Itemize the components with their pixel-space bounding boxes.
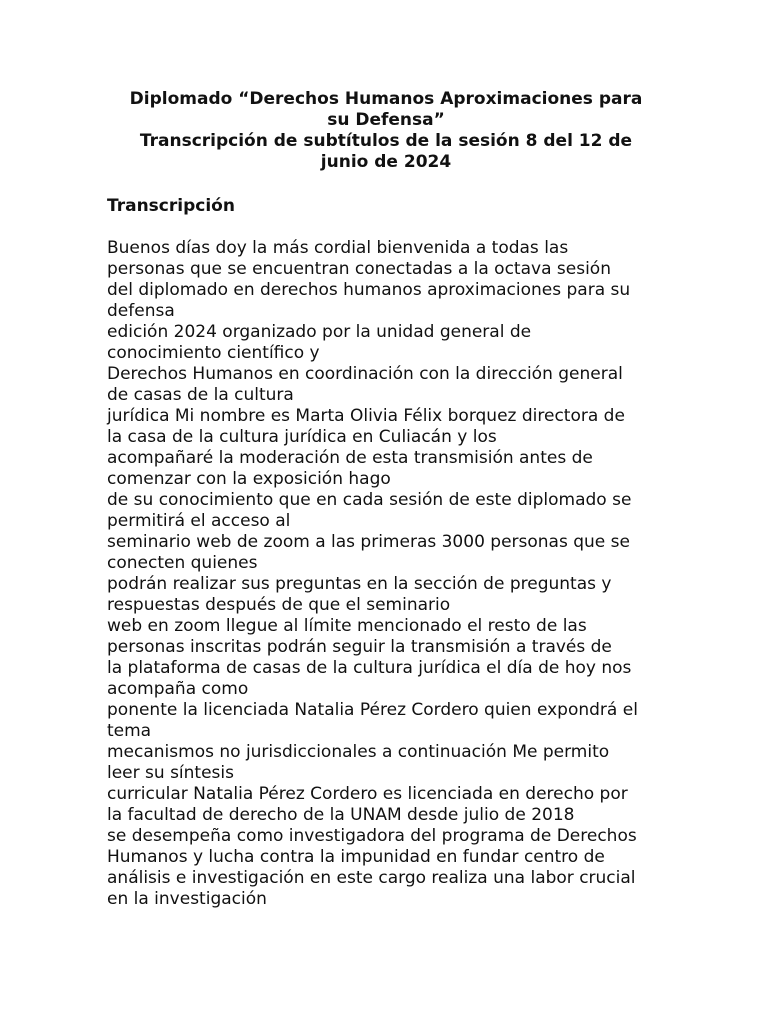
transcript-line: Humanos y lucha contra la impunidad en fundar centro de xyxy=(107,847,605,867)
transcript-line: la plataforma de casas de la cultura jurídica el día de hoy nos xyxy=(107,658,632,678)
transcript-line: web en zoom llegue al límite mencionado el resto de las xyxy=(107,616,587,636)
subtitle-line: Transcripción de subtítulos de la sesión 8 del 12 de xyxy=(139,131,633,151)
transcript-line: jurídica Mi nombre es Marta Olivia Félix borquez directora de xyxy=(107,406,625,426)
transcript-line: la casa de la cultura jurídica en Culiacán y los xyxy=(107,427,497,447)
document-title xyxy=(107,89,665,173)
transcript-line: personas que se encuentran conectadas a la octava sesión xyxy=(107,259,611,279)
transcript-line: ponente la licenciada Natalia Pérez Cordero quien expondrá el xyxy=(107,700,638,720)
transcript-line: del diplomado en derechos humanos aproximaciones para su xyxy=(107,280,631,300)
transcript-line: permitirá el acceso al xyxy=(107,511,291,531)
transcript-line: Buenos días doy la más cordial bienvenida a todas las xyxy=(107,238,569,258)
transcript-line: acompañaré la moderación de esta transmisión antes de xyxy=(107,448,593,468)
transcript-line: curricular Natalia Pérez Cordero es licenciada en derecho por xyxy=(107,784,628,804)
transcript-line: en la investigación xyxy=(107,889,267,909)
transcript-line: Derechos Humanos en coordinación con la dirección general xyxy=(107,364,623,384)
transcript-line: seminario web de zoom a las primeras 3000 personas que se xyxy=(107,532,630,552)
transcript-line: podrán realizar sus preguntas en la sección de preguntas y xyxy=(107,574,612,594)
section-heading: Transcripción xyxy=(107,196,235,216)
transcript-line: leer su síntesis xyxy=(107,763,234,783)
transcript-line: análisis e investigación en este cargo realiza una labor crucial xyxy=(107,868,636,888)
transcript-line: la facultad de derecho de la UNAM desde julio de 2018 xyxy=(107,805,575,825)
transcript-line: respuestas después de que el seminario xyxy=(107,595,451,615)
transcript-line: comenzar con la exposición hago xyxy=(107,469,391,489)
title-line: su Defensa” xyxy=(327,110,445,130)
transcript-body xyxy=(107,238,667,910)
transcript-line: se desempeña como investigadora del programa de Derechos xyxy=(107,826,637,846)
transcript-line: conecten quienes xyxy=(107,553,258,573)
transcript-line: mecanismos no jurisdiccionales a continuación Me permito xyxy=(107,742,610,762)
transcript-line: de su conocimiento que en cada sesión de este diplomado se xyxy=(107,490,632,510)
transcript-line: conocimiento científico y xyxy=(107,343,320,363)
transcript-line: acompaña como xyxy=(107,679,249,699)
transcript-line: edición 2024 organizado por la unidad general de xyxy=(107,322,532,342)
transcript-line: defensa xyxy=(107,301,175,321)
subtitle-line: junio de 2024 xyxy=(320,152,452,172)
transcript-line: de casas de la cultura xyxy=(107,385,294,405)
transcript-line: tema xyxy=(107,721,152,741)
title-line: Diplomado “Derechos Humanos Aproximaciones para xyxy=(129,89,643,109)
transcript-line: personas inscritas podrán seguir la transmisión a través de xyxy=(107,637,612,657)
